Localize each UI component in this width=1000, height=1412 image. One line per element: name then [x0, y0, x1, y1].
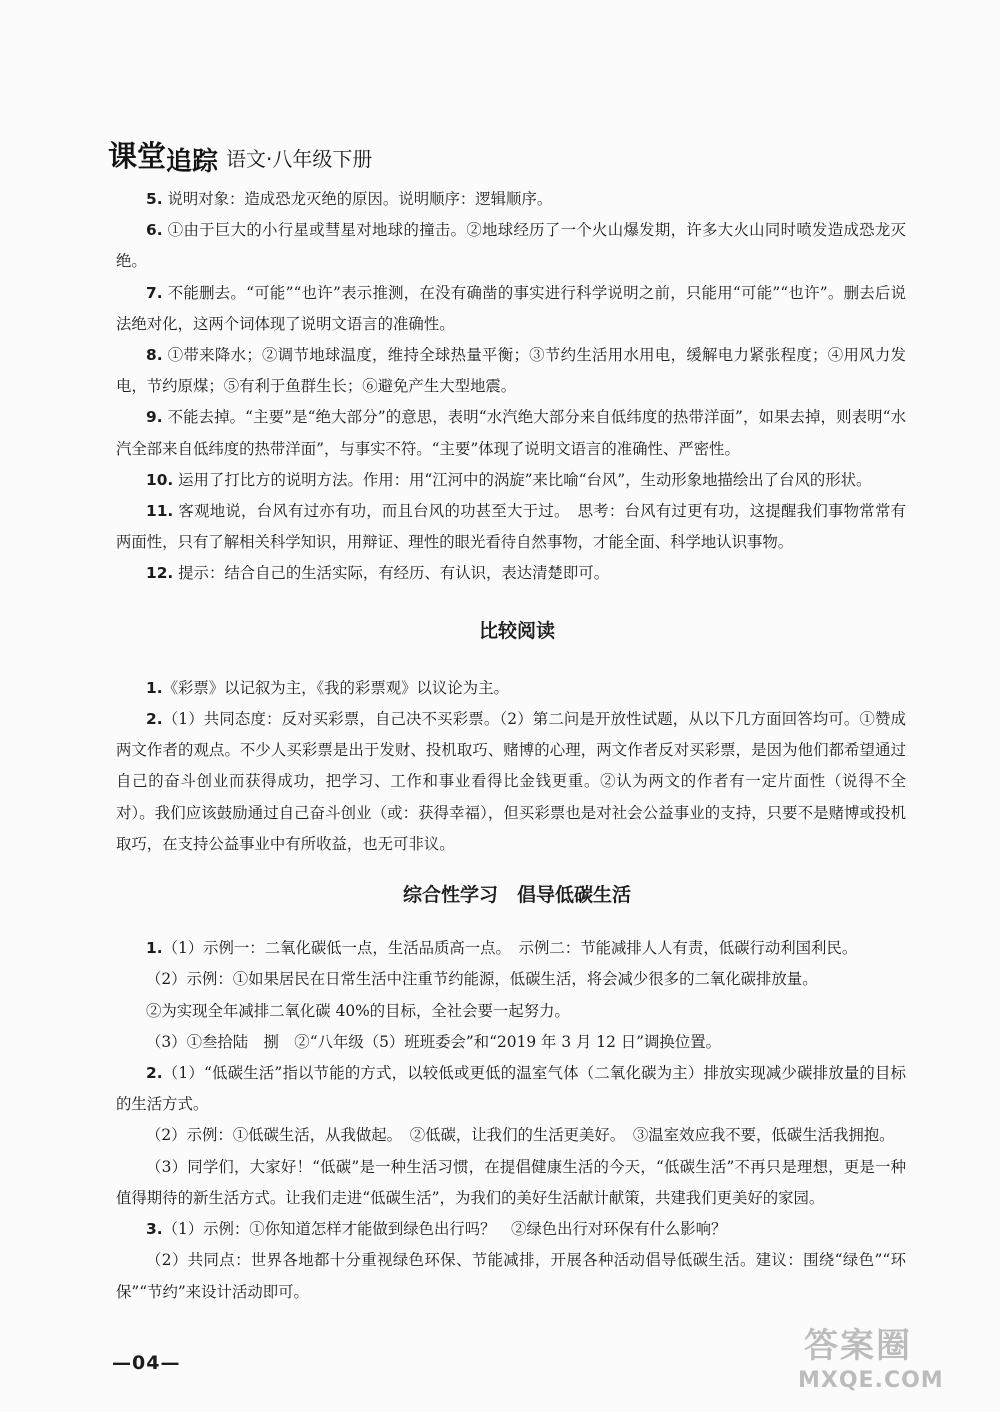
page-number: —04— — [112, 1352, 181, 1374]
watermark-text: 答案圈 — [804, 1326, 912, 1366]
answer-item: 12. 提示：结合自己的生活实际，有经历、有认识，表达清楚即可。 — [146, 564, 610, 583]
answer-item: 5. 说明对象：造成恐龙灭绝的原因。说明顺序：逻辑顺序。 — [146, 190, 553, 208]
answer-item: 2.（1）“低碳生活”指以节能的方式，以较低或更低的温室气体（二氧化碳为主）排放实现减少碳排放量的目标的生活方式。 — [116, 1064, 906, 1114]
page-content — [116, 184, 906, 1308]
section-title-low-carbon: 综合性学习 倡导低碳生活 — [402, 884, 631, 907]
answer-line: （2）示例：①如果居民在日常生活中注重节约能源，低碳生活，将会减少很多的二氧化碳排放量。 — [146, 970, 818, 989]
page-header — [108, 136, 372, 176]
answers-comparative-reading — [116, 673, 906, 860]
watermark-logo — [796, 1318, 976, 1408]
answer-line: （3）①叁拾陆 捌 ②“八年级（5）班班委会”和“2019 年 3 月 12 日”调换位置。 — [146, 1032, 721, 1051]
book-title: 语文·八年级下册 — [226, 147, 373, 171]
answer-line: （3）同学们，大家好！“低碳”是一种生活习惯，在提倡健康生活的今天，“低碳生活”不再只是理想，更是一种值得期待的新生活方式。让我们走进“低碳生活”，为我们的美好生活献计献策，共建我们更美好的家园。 — [116, 1157, 906, 1207]
answer-item: 1.（1）示例一：二氧化碳低一点，生活品质高一点。 示例二：节能减排人人有责，低碳行动利国利民。 — [146, 939, 858, 958]
answer-item: 3.（1）示例：①你知道怎样才能做到绿色出行吗？ ②绿色出行对环保有什么影响？ — [146, 1220, 727, 1239]
answers-part-1 — [116, 184, 906, 590]
answer-item: 9. 不能去掉。“主要”是“绝大部分”的意思，表明“水汽绝大部分来自低纬度的热带洋面”，如果去掉，则表明“水汽全部来自低纬度的热带洋面”，与事实不符。“主要”体现了说明文语言的准确性、严密性。 — [116, 408, 906, 458]
answer-item: 11. 客观地说，台风有过亦有功，而且台风的功甚至大于过。 思考：台风有过更有功，这提醒我们事物常常有两面性，只有了解相关科学知识，用辩证、理性的眼光看待自然事物，才能全面、科学地认识事物。 — [116, 502, 906, 552]
answer-line: （2）示例：①低碳生活，从我做起。 ②低碳，让我们的生活更美好。 ③温室效应我不要，低碳生活我拥抱。 — [146, 1126, 895, 1145]
answer-item: 7. 不能删去。“可能”“也许”表示推测，在没有确凿的事实进行科学说明之前，只能用“可能”“也许”。删去后说法绝对化，这两个词体现了说明文语言的准确性。 — [116, 283, 906, 333]
watermark-url: MXQE.COM — [798, 1368, 944, 1393]
series-logo: 课堂追踪 — [108, 139, 219, 177]
answer-item: 8. ①带来降水；②调节地球温度，维持全球热量平衡；③节约生活用水用电，缓解电力紧张程度；④用风力发电，节约原煤；⑤有利于鱼群生长；⑥避免产生大型地震。 — [116, 346, 906, 396]
answer-line: ②为实现全年减排二氧化碳 40%的目标，全社会要一起努力。 — [146, 1001, 570, 1020]
answer-item: 6. ①由于巨大的小行星或彗星对地球的撞击。②地球经历了一个火山爆发期，许多大火山同时喷发造成恐龙灭绝。 — [116, 221, 906, 271]
answer-item: 2.（1）共同态度：反对买彩票，自己决不买彩票。（2）第二问是开放性试题，从以下几方面回答均可。①赞成两文作者的观点。不少人买彩票是出于发财、投机取巧、赌博的心理，两文作者反对买彩票，是因为他们都希望通过自己的奋斗创业而获得成功，把学习、工作和事业看得比金钱更重。②认为两文的作者有一定片面性（说得不全对）。我们应该鼓励通过自己奋斗创业（或：获得幸福），但买彩票也是对社会公益事业的支持，只要不是赌博或投机取巧，在支持公益事业中有所收益，也无可非议。 — [116, 710, 906, 853]
answer-item: 1.《彩票》以记叙为主，《我的彩票观》以议论为主。 — [146, 678, 509, 697]
answers-low-carbon — [116, 933, 906, 1307]
section-title-comparative-reading: 比较阅读 — [478, 619, 555, 642]
answer-line: （2）共同点：世界各地都十分重视绿色环保、节能减排，开展各种活动倡导低碳生活。建议：围绕“绿色”“环保”“节约”来设计活动即可。 — [116, 1251, 906, 1301]
answer-item: 10. 运用了打比方的说明方法。作用：用“江河中的涡旋”来比喻“台风”，生动形象地描绘出了台风的形状。 — [146, 470, 872, 489]
